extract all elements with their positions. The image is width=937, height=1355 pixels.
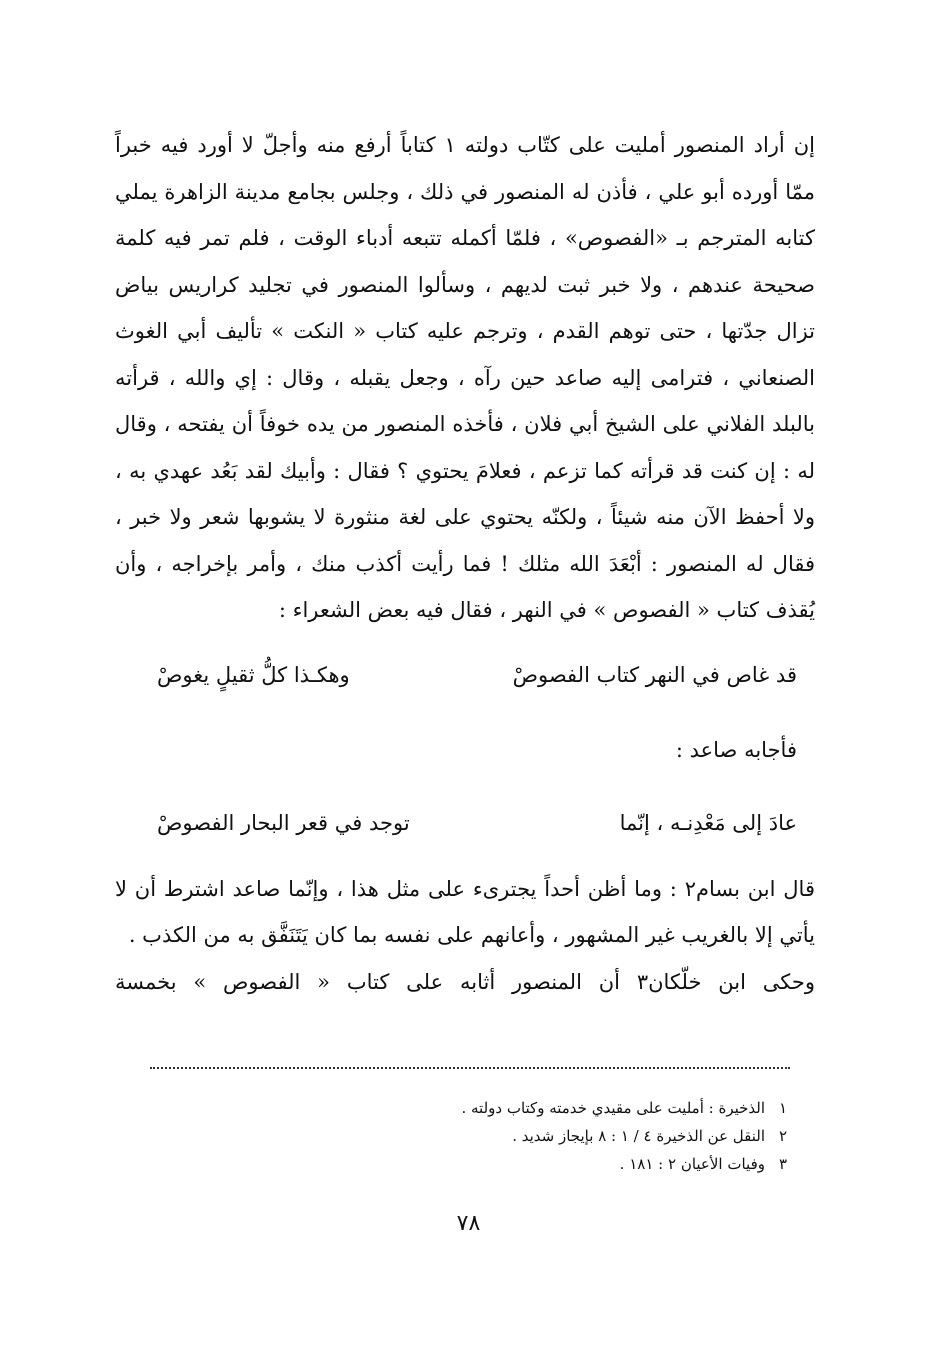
verse-2-first-hemistich: عادَ إلى مَعْدِنـه ، إنّما [619, 811, 797, 836]
footnote-number: ٢ [778, 1127, 787, 1145]
footnote-3 [147, 1150, 787, 1178]
paragraph-main: إن أراد المنصور أمليت على كتّاب دولته ١ كتاباً أرفع منه وأجلّ لا أورد فيه خبراً ممّا أورده أبو علي ، فأذن له المنصور في ذلك ، وجلس بجامع مدينة الزاهرة يملي كتابه المترجم بـ «الفصوص» ، فلمّا أكمله تتبعه أدباء الوقت ، فلم تمر فيه كلمة صحيحة عندهم ، ولا خبر ثبت لديهم ، وسألوا المنصور في تجليد كراريس بياض تزال جدّتها ، حتى توهم القدم ، وترجم عليه كتاب « النكت » تأليف أبي الغوث الصنعاني ، فترامى إليه صاعد حين رآه ، وجعل يقبله ، وقال : إي والله ، قرأته بالبلد الفلاني على الشيخ أبي فلان ، فأخذه المنصور من يده خوفاً أن يفتحه ، وقال له : إن كنت قد قرأته كما تزعم ، فعلامَ يحتوي ؟ فقال : وأبيك لقد بَعُد عهدي به ، ولا أحفظ الآن منه شيئاً ، ولكنّه يحتوي على لغة منثورة لا يشوبها شعر ولا خبر ، فقال له المنصور : أبْعَدَ الله مثلك ! فما رأيت أكذب منك ، وأمر بإخراجه ، وأن يُقذف كتاب « الفصوص » في النهر ، فقال فيه بعض الشعراء : [115, 133, 815, 622]
paragraph-ibn-khallikan: وحكى ابن خلّكان٣ أن المنصور أثابه على كتاب « الفصوص » بخمسة [115, 969, 816, 994]
verse-1 [157, 644, 797, 708]
footnote-number: ٣ [778, 1155, 787, 1173]
footnote-text: النقل عن الذخيرة ٤ / ١ : ٨ بإيجاز شديد . [512, 1127, 765, 1145]
main-text [115, 122, 815, 1005]
verse-2 [157, 792, 797, 856]
reply-intro: فأجابه صاعد : [675, 737, 797, 762]
footnote-text: الذخيرة : أمليت على مقيدي خدمته وكتاب دولته . [461, 1099, 765, 1117]
verse-1-first-hemistich: قد غاص في النهر كتاب الفصوصْ [512, 663, 797, 688]
footnote-separator [150, 1067, 790, 1069]
footnote-1 [147, 1094, 787, 1122]
footnote-2 [147, 1122, 787, 1150]
paragraph-ibn-bassam: قال ابن بسام٢ : وما أظن أحداً يجترىء على مثل هذا ، وإنّما صاعد اشترط أن لا يأتي إلا بالغريب غير المشهور ، وأعانهم على نفسه بما كان يَتَنَفَّق به من الكذب . [115, 876, 815, 947]
footnotes [147, 1094, 787, 1178]
page-number: ٧٨ [456, 1211, 481, 1236]
verse-2-second-hemistich: توجد في قعر البحار الفصوصْ [157, 811, 410, 836]
footnote-number: ١ [778, 1099, 787, 1117]
verse-1-second-hemistich: وهكـذا كلُّ ثقيلٍ يغوصْ [157, 663, 350, 688]
footnote-text: وفيات الأعيان ٢ : ١٨١ . [619, 1155, 765, 1173]
